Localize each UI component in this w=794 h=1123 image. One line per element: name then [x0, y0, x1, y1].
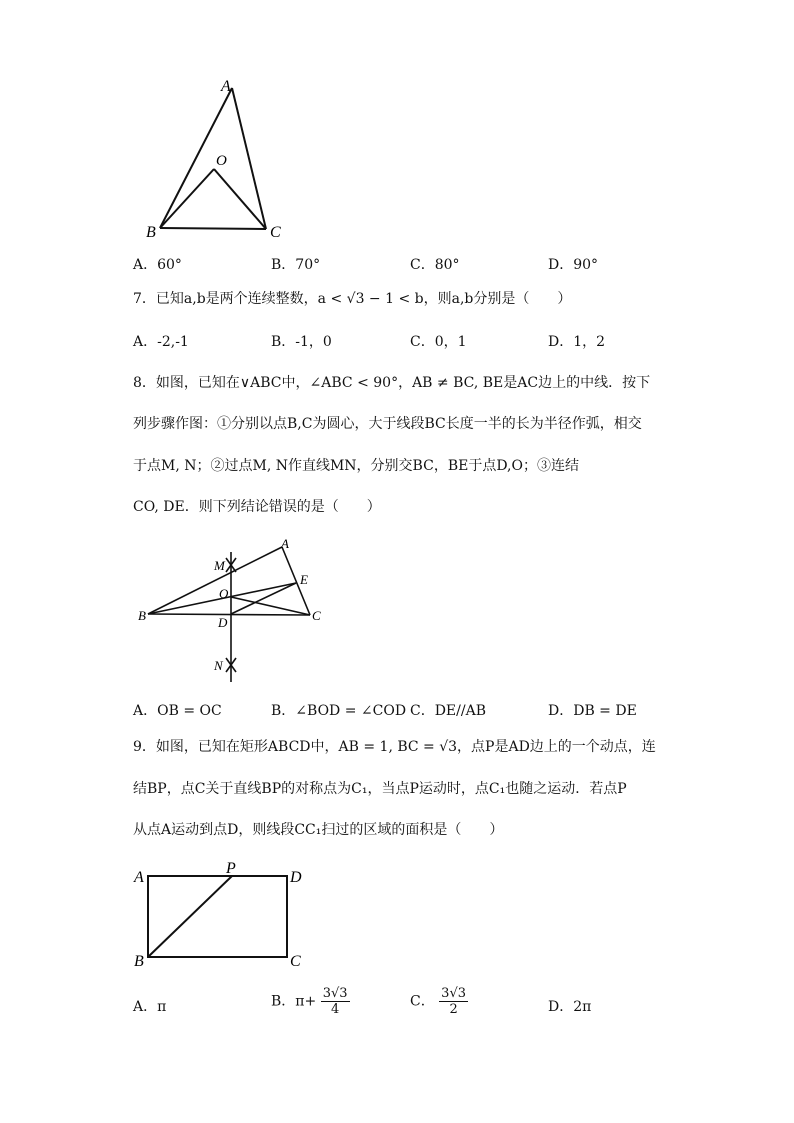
q9-line-3: 从点A运动到点D，则线段CC₁扫过的区域的面积是（ ） [133, 822, 504, 838]
q9-option-a: A．π [133, 999, 167, 1015]
q9-option-c [410, 986, 468, 1017]
label-P: P [226, 860, 236, 877]
q8-option-b: B．∠BOD = ∠COD [271, 703, 407, 719]
seg-OC [231, 597, 310, 615]
q9-option-b-prefix: B．π+ [271, 993, 317, 1010]
label-D: D [290, 869, 302, 886]
q9-option-c-denominator: 2 [449, 1002, 458, 1017]
seg-BC [148, 614, 310, 615]
q9-option-c-numerator: 3√3 [441, 986, 466, 1001]
label-E: E [300, 572, 308, 587]
seg-OB [160, 169, 214, 228]
label-O: O [219, 586, 229, 601]
q6-figure [140, 76, 300, 246]
label-C: C [290, 953, 301, 970]
q8-line-4: CO, DE．则下列结论错误的是（ ） [133, 499, 381, 515]
q9-option-c-prefix: C． [410, 993, 435, 1010]
label-B: B [134, 953, 144, 970]
q9-line-1: 9．如图，已知在矩形ABCD中，AB = 1, BC = √3，点P是AD边上的一个动点，连 [133, 739, 656, 755]
label-O: O [216, 153, 227, 169]
q8-line-2: 列步骤作图：①分别以点B,C为圆心，大于线段BC长度一半的长为半径作弧，相交 [133, 416, 642, 432]
label-M: M [214, 558, 225, 573]
label-C: C [270, 224, 281, 241]
q7-option-a: A．-2,-1 [133, 334, 189, 350]
seg-BP [148, 876, 232, 957]
q9-option-c-fraction [439, 986, 468, 1017]
q6-option-d: D．90° [548, 257, 599, 273]
label-D: D [218, 615, 228, 630]
rect-ABCD [148, 876, 287, 957]
label-A: A [281, 536, 289, 551]
q9-line-2: 结BP，点C关于直线BP的对称点为C₁，当点P运动时，点C₁也随之运动．若点P [133, 781, 627, 797]
q9-option-b-denominator: 4 [330, 1002, 340, 1017]
q8-option-d: D．DB = DE [548, 703, 637, 719]
q6-option-b: B．70° [271, 257, 321, 273]
q7-question: 7．已知a,b是两个连续整数，a < √3 − 1 < b，则a,b分别是（ ） [133, 291, 572, 307]
q9-option-b [271, 986, 350, 1017]
q8-figure [130, 536, 340, 686]
q8-option-a: A．OB = OC [133, 703, 222, 719]
q8-line-3: 于点M, N；②过点M, N作直线MN，分别交BC，BE于点D,O；③连结 [133, 458, 579, 474]
q9-option-b-fraction [321, 986, 350, 1017]
label-A: A [134, 869, 144, 886]
q7-option-c: C．0，1 [410, 334, 467, 350]
q6-option-c: C．80° [410, 257, 460, 273]
q8-option-c: C．DE//AB [410, 703, 486, 719]
q6-option-a: A．60° [133, 257, 182, 273]
q9-option-d: D．2π [548, 999, 592, 1015]
label-B: B [138, 608, 146, 623]
seg-AC [232, 88, 266, 229]
q7-option-d: D．1，2 [548, 334, 606, 350]
q8-line-1: 8．如图，已知在∨ABC中，∠ABC < 90°，AB ≠ BC, BE是AC边上的中线．按下 [133, 375, 651, 391]
seg-BC [160, 228, 266, 229]
label-N: N [214, 658, 223, 673]
label-C: C [312, 608, 321, 623]
q7-option-b: B．-1，0 [271, 334, 332, 350]
q9-figure [130, 858, 315, 973]
label-B: B [146, 224, 156, 241]
label-A: A [221, 78, 231, 95]
q9-option-b-numerator: 3√3 [322, 986, 348, 1001]
